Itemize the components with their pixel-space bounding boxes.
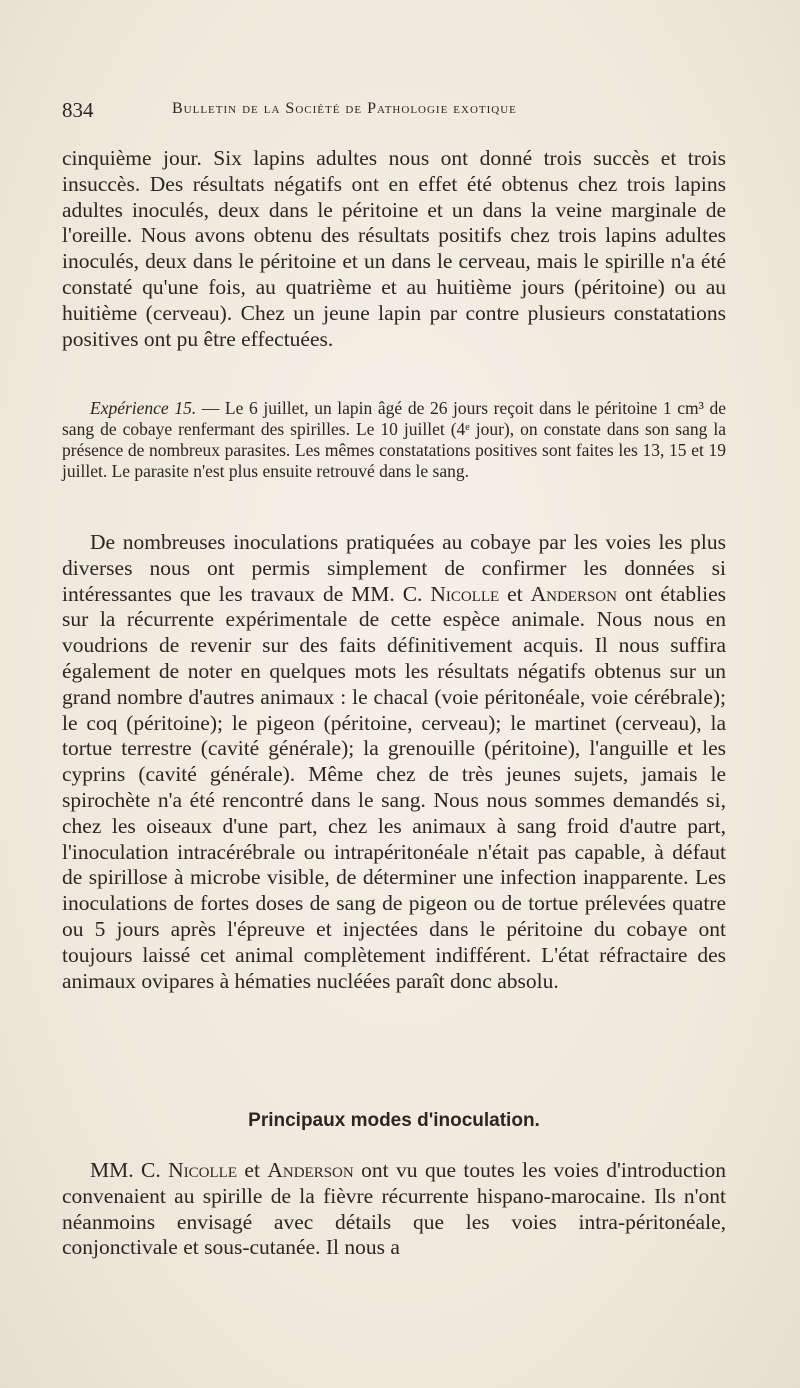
paragraph-2-part-a: De nombreuses inoculations pratiquées au cobaye par les voies les plus diverses nous ont permis simplement de confirmer les données si intéressantes que les travaux de MM. C. bbox=[62, 530, 726, 606]
experience-text: — Le 6 juillet, un lapin âgé de 26 jours reçoit dans le péritoine 1 cm³ de sang de cobaye renfermant des spirilles. Le 10 juillet (4ᵉ jour), on constate dans son sang la présence de nombreux parasites. Les mêmes constatations positives sont faites les 13, 15 et 19 juillet. Le parasite n'est plus ensuite retrouvé dans le sang. bbox=[62, 398, 727, 481]
paragraph-3-part-c: ont vu que toutes les voies d'introduction convenaient au spirille de la fièvre récurrente hispano-marocaine. Ils n'ont néanmoins envisagé avec détails que les voies intra-péritonéale, conjonctivale et sous-cutanée. Il nous a bbox=[62, 1158, 726, 1260]
author-anderson: Anderson bbox=[267, 1158, 354, 1182]
paragraph-3-part-a: MM. C. bbox=[90, 1158, 169, 1182]
running-head bbox=[62, 98, 727, 128]
author-anderson: Anderson bbox=[530, 581, 617, 606]
page-number: 834 bbox=[62, 98, 94, 122]
experience-label: Expérience 15. bbox=[90, 398, 197, 418]
paragraph-2-part-b: et bbox=[499, 581, 531, 606]
paragraph-2 bbox=[62, 530, 726, 994]
paragraph-3-part-b: et bbox=[237, 1158, 268, 1182]
paragraph-2-part-c: ont établies sur la récurrente expérimentale de cette espèce animale. Nous nous en voudrions de revenir sur des faits définitivement acquis. Il nous suffira également de noter en quelques mots les résultats négatifs obtenus sur un grand nombre d'autres animaux : le chacal (voie péritonéale, voie cérébrale); le coq (péritoine); le pigeon (péritoine, cerveau); le martinet (cerveau), la tortue terrestre (cavité générale); la grenouille (péritoine), l'anguille et les cyprins (cavité générale). Même chez de très jeunes sujets, jamais le spirochète n'a été rencontré dans le sang. Nous nous sommes demandés si, chez les oiseaux d'une part, chez les animaux à sang froid d'autre part, l'inoculation intracérébrale ou intrapéritonéale n'était pas capable, à défaut de spirillose à microbe visible, de déterminer une infection inapparente. Les inoculations de fortes doses de sang de pigeon ou de tortue prélevées quatre ou 5 jours après l'épreuve et injectées dans le péritoine du cobaye ont toujours laissé cet animal complètement indifférent. L'état réfractaire des animaux ovipares à hématies nucléées paraît donc absolu. bbox=[62, 581, 726, 993]
section-heading: Principaux modes d'inoculation. bbox=[248, 1110, 540, 1131]
paragraph-3 bbox=[62, 1158, 726, 1261]
journal-title: Bulletin de la Société de Pathologie exotique bbox=[172, 100, 517, 117]
author-nicolle: Nicolle bbox=[168, 1158, 238, 1182]
experience-15-note bbox=[62, 398, 726, 482]
paragraph-1: cinquième jour. Six lapins adultes nous ont donné trois succès et trois insuccès. Des résultats négatifs ont en effet été obtenus chez trois lapins adultes inoculés, deux dans le péritoine et un dans la veine marginale de l'oreille. Nous avons obtenu des résultats positifs chez trois lapins adultes inoculés, deux dans le péritoine et un dans le cerveau, mais le spirille n'a été constaté qu'une fois, au quatrième et au huitième jours (péritoine) ou au huitième (cerveau). Chez un jeune lapin par contre plusieurs constatations positives ont pu être effectuées. bbox=[62, 146, 726, 351]
author-nicolle: Nicolle bbox=[430, 581, 500, 606]
